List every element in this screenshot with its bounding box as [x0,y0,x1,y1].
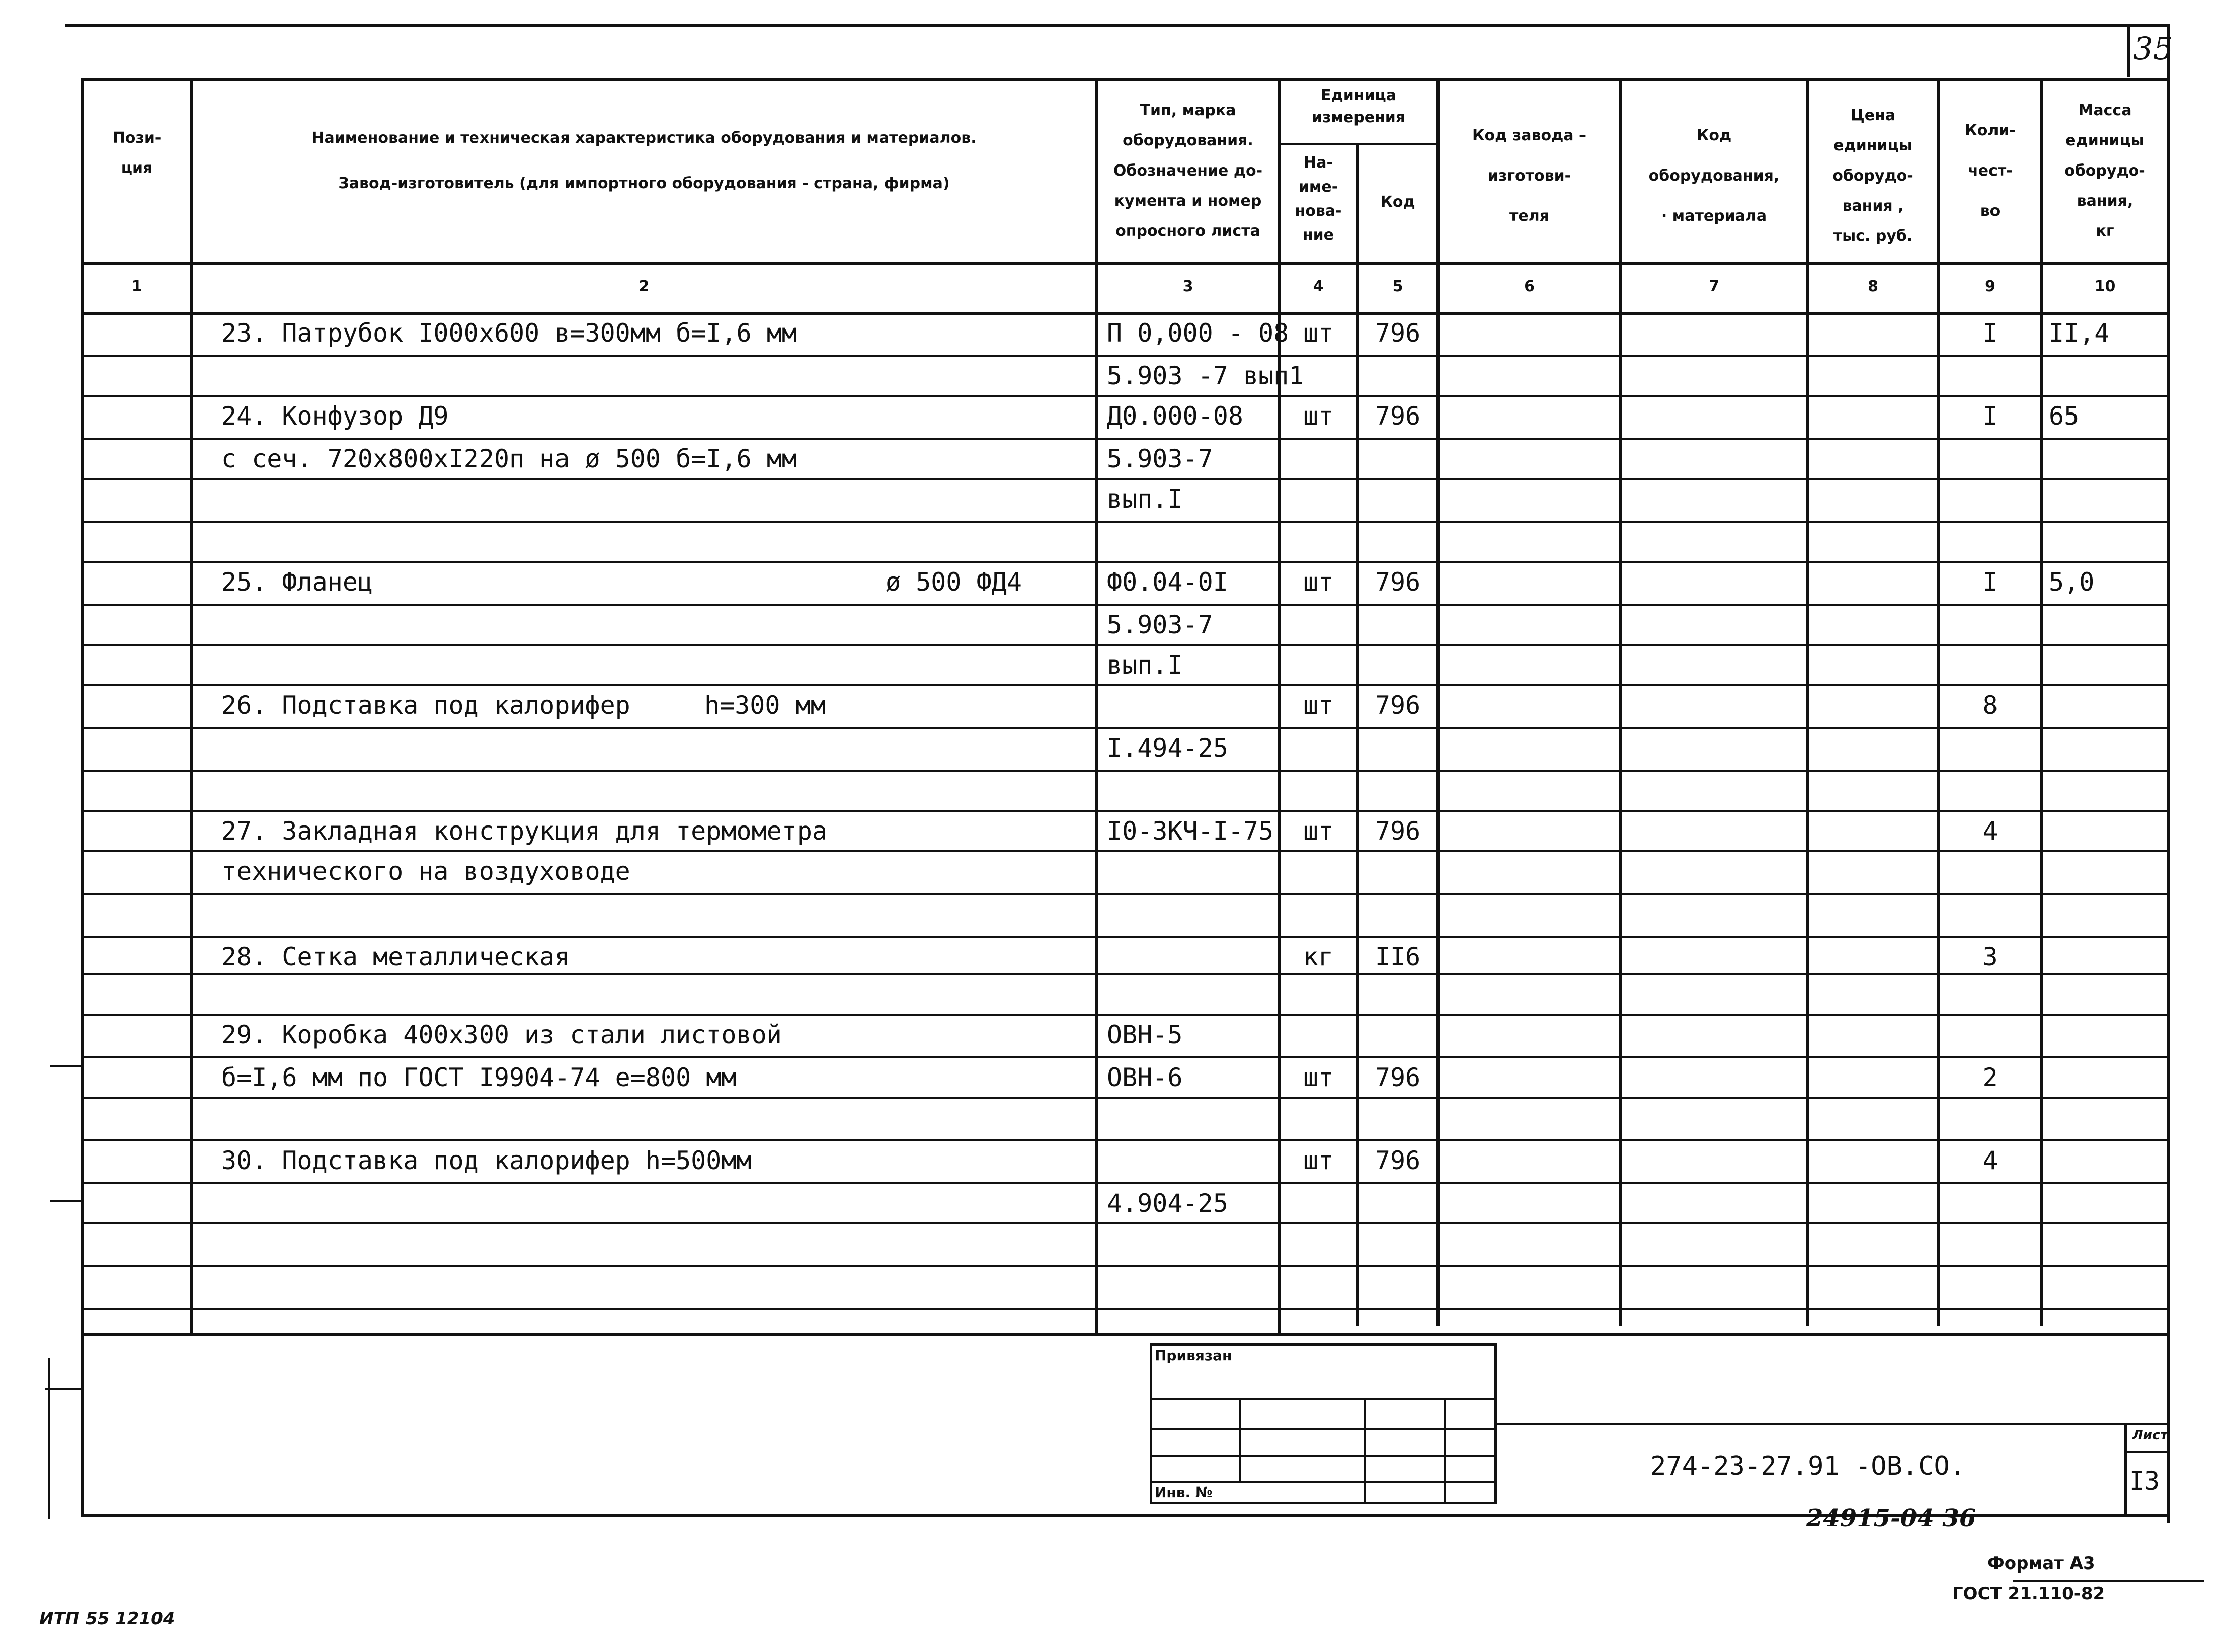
row-7-name-right-cell: ø 500 ФД4 [886,567,1022,597]
col-line-6 [1619,78,1622,1326]
row-13-unit-cell: шт [1303,816,1334,846]
row-16-name-cell: 28. Сетка металлическая [221,942,570,971]
privyazan-vline-3 [1444,1398,1446,1504]
row-divider-line [81,1182,2169,1184]
row-divider-line [81,684,2169,686]
row-19-code-cell: 796 [1375,1063,1421,1092]
row-18-name-cell: 29. Коробка 400x300 из стали листовой [221,1020,782,1049]
row-18-doc-cell: ОВН-5 [1107,1020,1183,1049]
row-divider-line [81,810,2169,812]
row-divider-line [81,1265,2169,1267]
list-box-divider [2124,1451,2170,1453]
row-10-name-right-cell: h=300 мм [704,691,826,720]
row-divider-line [81,727,2169,729]
row-divider-line [81,1308,2169,1310]
header-col8: Цена единицы оборудо- вания , тыс. руб. [1832,107,1913,245]
row-divider-line [81,973,2169,975]
inv-no-label: Инв. № [1155,1484,1213,1501]
header-unit-group: Единица измерения [1311,87,1406,126]
row-1-code-cell: 796 [1375,318,1421,348]
row-19-name-cell: б=I,6 мм по ГОСТ I9904-74 е=800 мм [221,1063,737,1092]
top-border-line [65,24,2169,27]
row-19-doc-cell: ОВН-6 [1107,1063,1183,1092]
privyazan-vline-1 [1239,1398,1241,1481]
row-7-unit-cell: шт [1303,567,1334,597]
row-divider-line [81,644,2169,646]
row-divider-line [81,850,2169,852]
row-3-mass-cell: 65 [2049,401,2080,431]
row-divider-line [81,1097,2169,1099]
row-1-mass-cell: II,4 [2049,318,2110,348]
row-19-unit-cell: шт [1303,1063,1334,1092]
row-divider-line [81,770,2169,772]
row-16-unit-cell: кг [1303,942,1334,971]
frame-bottom-outer-line [2013,1580,2204,1582]
row-5-doc-cell: вып.I [1107,484,1183,514]
row-divider-line [81,936,2169,938]
format-label: Формат А3 [1987,1553,2095,1574]
colnum-7: 7 [1709,278,1719,295]
row-14-name-cell: технического на воздуховоде [221,857,630,886]
colnum-3: 3 [1182,278,1193,295]
margin-tick-vertical [48,1358,50,1519]
row-divider-line [81,1014,2169,1016]
header-col10: Масса единицы оборудо- вания, кг [2064,102,2145,240]
table-top-line [81,78,2169,81]
row-divider-line [81,521,2169,523]
row-7-name-cell: 25. Фланец [221,567,373,597]
row-21-name-cell: 30. Подставка под калорифер h=500мм [221,1146,752,1175]
row-divider-line [81,604,2169,606]
gost-label: ГОСТ 21.110-82 [1952,1584,2105,1604]
body-bottom-line [81,1333,2169,1336]
col-line-9 [2040,78,2043,1326]
col-line-1 [190,78,193,1336]
row-7-mass-cell: 5,0 [2049,567,2095,597]
page-number-top: 35 [2133,30,2173,67]
colnum-6: 6 [1524,278,1535,295]
colnum-5: 5 [1392,278,1403,295]
col-line-7 [1806,78,1809,1326]
header-col6: Код завода – изготови- теля [1472,127,1586,225]
row-11-doc-cell: I.494-25 [1107,733,1228,763]
header-col2-line2: Завод-изготовитель (для импортного оборудования - страна, фирма) [338,175,950,192]
row-1-doc-cell: П 0,000 - 08 [1107,318,1289,348]
colnum-1: 1 [131,278,142,295]
row-1-qty-cell: I [1982,318,1998,348]
row-13-name-cell: 27. Закладная конструкция для термометра [221,816,828,846]
colnum-bottom-line [81,312,2169,315]
row-21-code-cell: 796 [1375,1146,1421,1175]
row-3-name-cell: 24. Конфузор Д9 [221,401,449,431]
row-13-doc-cell: I0-ЗКЧ-I-75 [1107,816,1274,846]
col-line-5 [1436,78,1440,1326]
itp-label: ИТП 55 12104 [39,1609,175,1629]
privyazan-label: Привязан [1155,1347,1232,1364]
colnum-10: 10 [2094,278,2116,295]
header-col3: Тип, марка оборудования. Обозначение до- кумента и номер опросного листа [1113,102,1263,240]
row-10-qty-cell: 8 [1982,691,1998,720]
colnum-2: 2 [638,278,650,295]
row-2-doc-cell: 5.903 -7 вып1 [1107,361,1304,390]
colnum-9: 9 [1985,278,1995,295]
colnum-8: 8 [1868,278,1878,295]
row-divider-line [81,355,2169,357]
row-divider-line [81,561,2169,563]
row-3-qty-cell: I [1982,401,1998,431]
row-16-code-cell: II6 [1375,942,1421,971]
unit-group-divider [1278,143,1439,145]
row-divider-line [81,1139,2169,1141]
row-8-doc-cell: 5.903-7 [1107,610,1213,639]
row-10-name-cell: 26. Подставка под калорифер [221,691,630,720]
handwritten-number: 24915-04 36 [1806,1504,1976,1532]
row-7-qty-cell: I [1982,567,1998,597]
row-21-qty-cell: 4 [1982,1146,1998,1175]
row-divider-line [81,1056,2169,1058]
list-box-left [2124,1423,2127,1514]
row-10-code-cell: 796 [1375,691,1421,720]
row-divider-line [81,1222,2169,1224]
row-divider-line [81,478,2169,480]
margin-tick [50,1065,81,1067]
list-number: I3 [2129,1466,2160,1496]
row-1-unit-cell: шт [1303,318,1334,348]
row-3-code-cell: 796 [1375,401,1421,431]
header-col2-line1: Наименование и техническая характеристика оборудования и материалов. [311,129,977,147]
row-13-qty-cell: 4 [1982,816,1998,846]
row-22-doc-cell: 4.904-25 [1107,1189,1228,1218]
privyazan-vline-2 [1364,1398,1366,1504]
row-3-doc-cell: Д0.000-08 [1107,401,1243,431]
page-number-box-left [2127,24,2130,77]
margin-tick [45,1388,81,1390]
row-3-unit-cell: шт [1303,401,1334,431]
frame-right-line [2167,24,2170,1523]
row-4-doc-cell: 5.903-7 [1107,444,1213,473]
document-code: 274-23-27.91 -ОВ.СО. [1650,1451,1966,1481]
row-divider-line [81,893,2169,895]
row-7-code-cell: 796 [1375,567,1421,597]
header-col1: Пози- ция [112,129,162,177]
row-10-unit-cell: шт [1303,691,1334,720]
row-19-qty-cell: 2 [1982,1063,1998,1092]
row-13-code-cell: 796 [1375,816,1421,846]
header-col5: Код [1380,193,1415,211]
col-line-2 [1095,78,1098,1336]
row-divider-line [81,438,2169,440]
stamp-doc-top-line [1497,1423,2169,1425]
row-21-unit-cell: шт [1303,1146,1334,1175]
row-divider-line [81,395,2169,397]
row-4-name-cell: с сеч. 720x800xI220п на ø 500 б=I,6 мм [221,444,797,473]
header-col9: Коли- чест- во [1965,122,2016,220]
header-col7: Код оборудования, · материала [1648,127,1780,225]
header-col4: На- име- нова- ние [1295,154,1342,244]
header-bottom-line [81,262,2169,265]
row-1-name-cell: 23. Патрубок I000x600 в=300мм б=I,6 мм [221,318,797,348]
colnum-4: 4 [1313,278,1324,295]
row-9-doc-cell: вып.I [1107,650,1183,680]
list-label: Лист [2132,1428,2168,1443]
row-7-doc-cell: Ф0.04-0I [1107,567,1228,597]
margin-tick [50,1200,81,1202]
row-16-qty-cell: 3 [1982,942,1998,971]
